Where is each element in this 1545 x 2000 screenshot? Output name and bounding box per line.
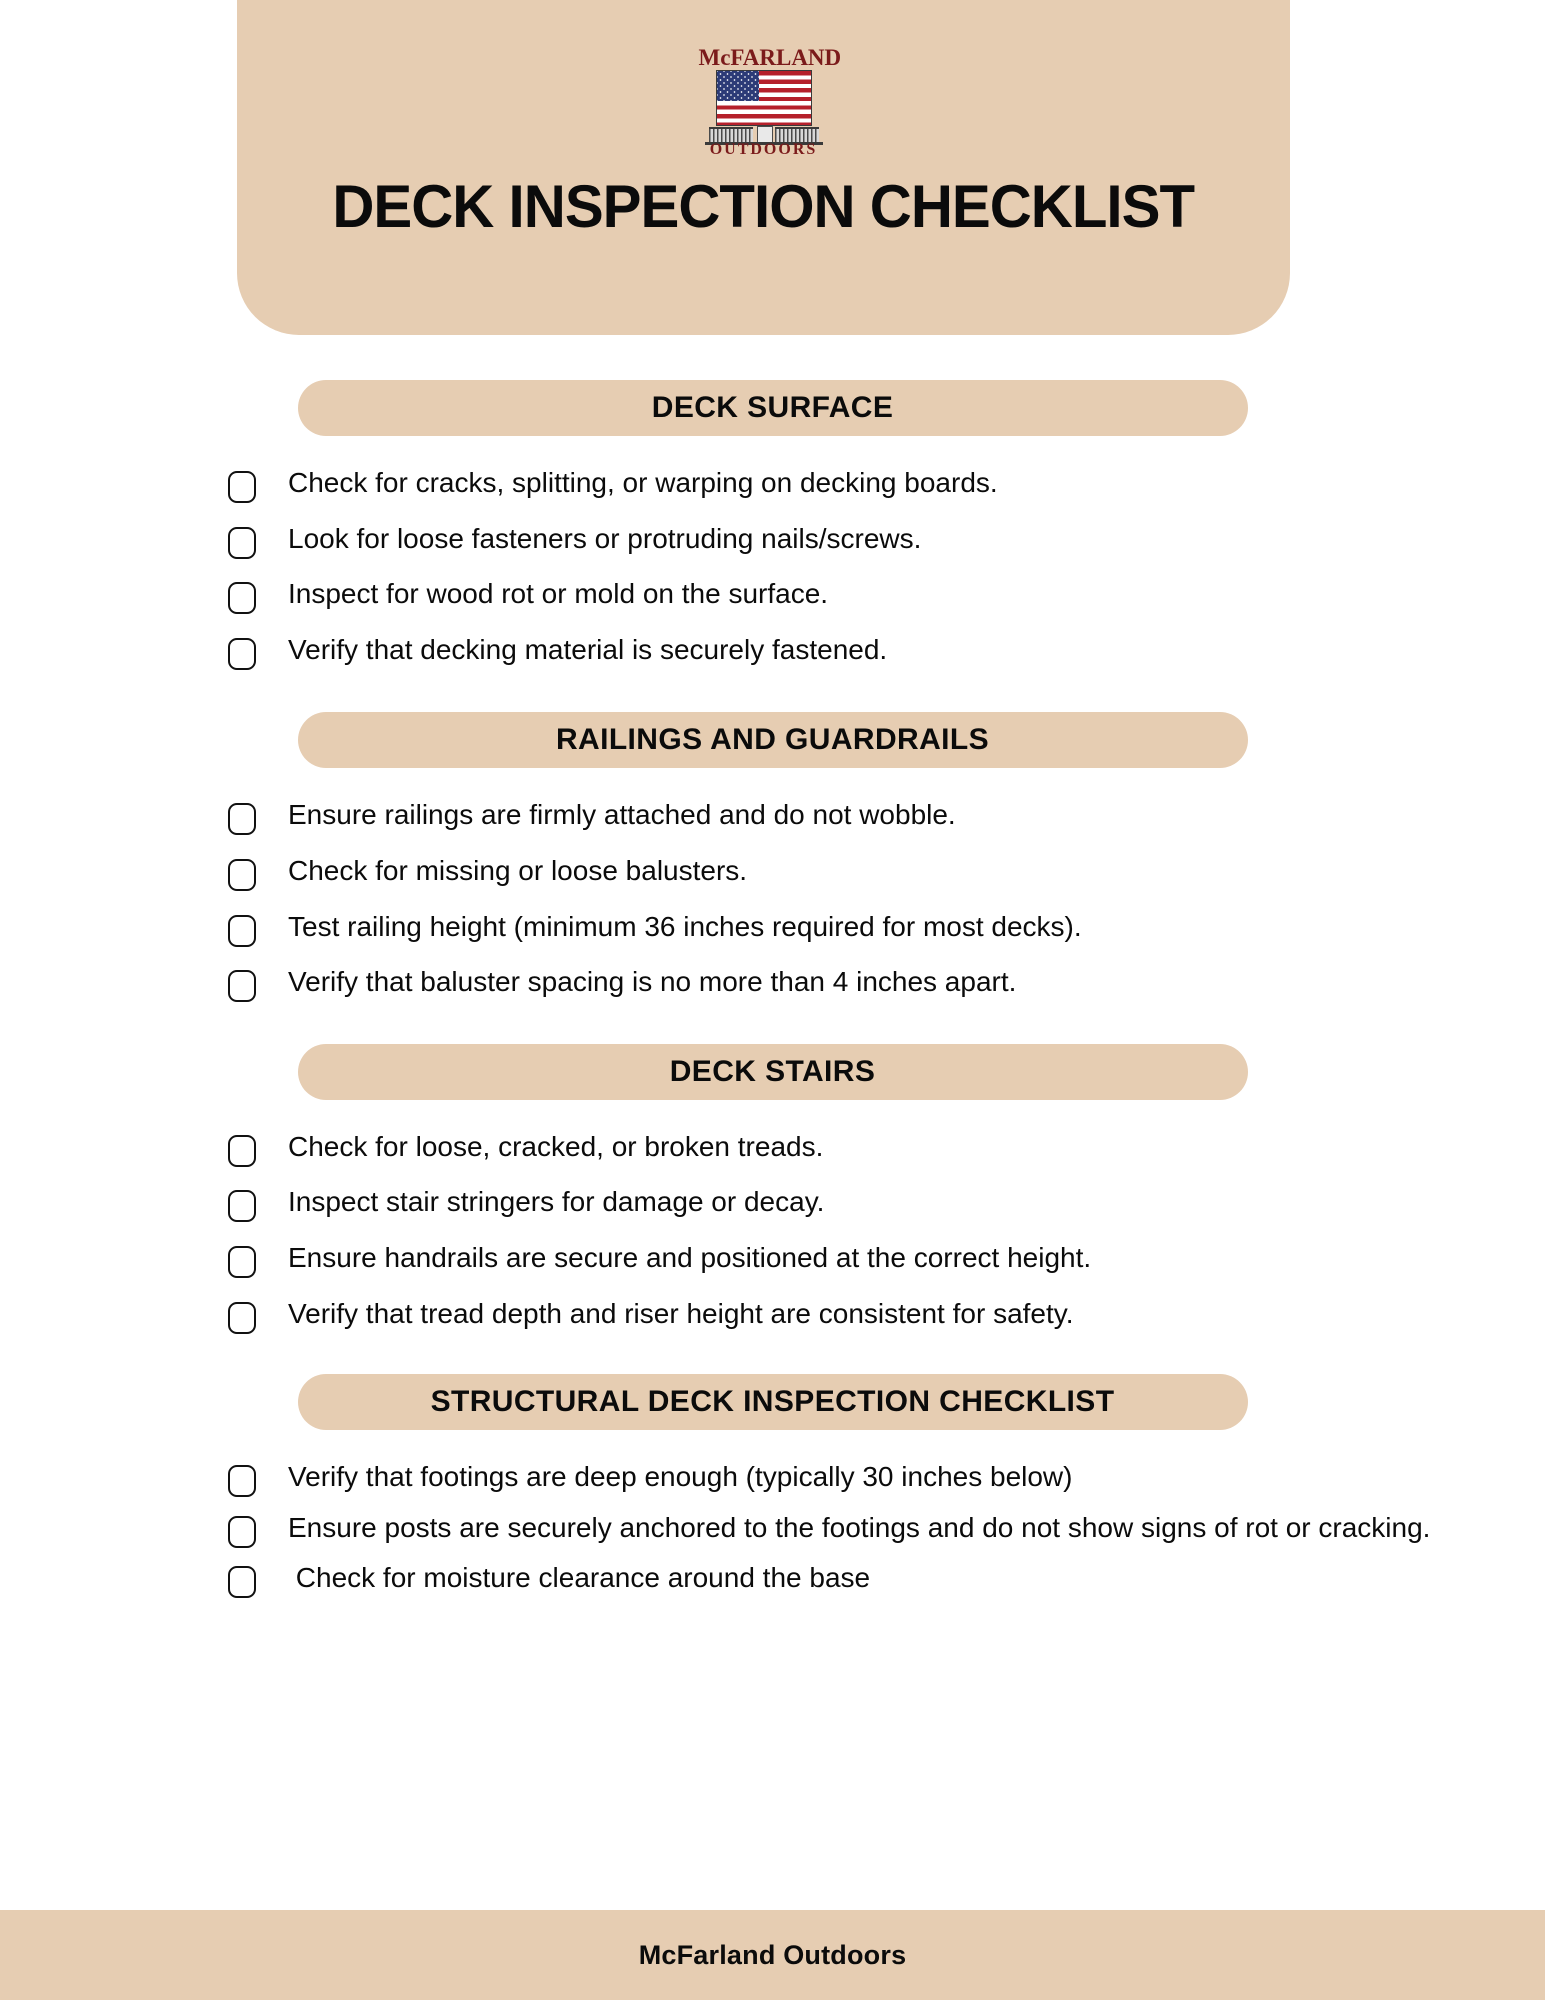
logo-wordmark-top: McFARLAND [698, 45, 842, 70]
checkbox[interactable] [228, 859, 256, 891]
checklist-item[interactable] [0, 1127, 1545, 1168]
checkbox[interactable] [228, 803, 256, 835]
section-title: RAILINGS AND GUARDRAILS [555, 723, 990, 757]
checklist-item-label: Check for moisture clearance around the base [288, 1562, 871, 1594]
logo-wordmark-bottom: OUTDOORS [709, 141, 818, 158]
section-title: DECK SURFACE [651, 391, 894, 424]
checklist-items-structural-deck-inspection-checklist [0, 1457, 1545, 1599]
checkbox[interactable] [228, 1516, 256, 1548]
checklist-item-label: Test railing height (minimum 36 inches required for most decks). [288, 910, 1082, 942]
document-header-banner [237, 0, 1290, 335]
section-title: DECK STAIRS [669, 1054, 876, 1088]
checkbox[interactable] [228, 1246, 256, 1278]
checklist-item-label: Check for missing or loose balusters. [288, 854, 748, 886]
checkbox[interactable] [228, 638, 256, 670]
section-deck-stairs [0, 1044, 1545, 1334]
checklist-item-label: Check for cracks, splitting, or warping on decking boards. [288, 467, 998, 498]
checklist-item[interactable] [0, 574, 1545, 615]
section-header-deck-surface [298, 380, 1248, 436]
section-structural-deck-inspection-checklist [0, 1374, 1545, 1599]
footer-brand-label: McFarland Outdoors [638, 1939, 907, 1970]
checklist-item[interactable] [0, 1294, 1545, 1335]
section-header-railings-and-guardrails [298, 712, 1248, 768]
checklist-item[interactable] [0, 1238, 1545, 1279]
checklist-item-label: Verify that tread depth and riser height are consistent for safety. [288, 1297, 1074, 1329]
checkbox[interactable] [228, 1302, 256, 1334]
checklist-item-label: Look for loose fasteners or protruding nails/screws. [288, 522, 922, 554]
checklist-item-label: Verify that footings are deep enough (typically 30 inches below) [288, 1461, 1073, 1493]
checklist-item-label: Inspect for wood rot or mold on the surface. [288, 578, 829, 610]
checklist-item-label: Inspect stair stringers for damage or decay. [288, 1186, 825, 1218]
checklist-item-label: Ensure posts are securely anchored to the footings and do not show signs of rot or cracking. [288, 1511, 1431, 1543]
checkbox[interactable] [228, 915, 256, 947]
checklist-items-deck-stairs [0, 1127, 1545, 1334]
checkbox[interactable] [228, 1566, 256, 1598]
checklist-item[interactable] [0, 630, 1545, 671]
checklist-item[interactable] [0, 519, 1545, 560]
checklist-content [0, 335, 1545, 1609]
checkbox[interactable] [228, 1465, 256, 1497]
checklist-item[interactable] [0, 795, 1545, 836]
footer-bar [0, 1910, 1545, 2000]
checkbox[interactable] [228, 1190, 256, 1222]
checkbox[interactable] [228, 970, 256, 1002]
checklist-item[interactable] [0, 962, 1545, 1003]
page-title: DECK INSPECTION CHECKLIST [332, 173, 1195, 240]
checklist-item[interactable] [0, 1558, 1545, 1599]
checklist-items-railings-and-guardrails [0, 795, 1545, 1002]
checkbox[interactable] [228, 582, 256, 614]
checklist-item-label: Verify that baluster spacing is no more than 4 inches apart. [288, 966, 1017, 998]
checklist-item-label: Verify that decking material is securely fastened. [288, 633, 888, 665]
checklist-item-label: Check for loose, cracked, or broken treads. [288, 1130, 824, 1162]
checklist-item-label: Ensure handrails are secure and positioned at the correct height. [288, 1241, 1092, 1273]
checkbox[interactable] [228, 1135, 256, 1167]
section-deck-surface [0, 380, 1545, 670]
checkbox[interactable] [228, 527, 256, 559]
checklist-item-label: Ensure railings are firmly attached and do not wobble. [288, 799, 956, 831]
checklist-item[interactable] [0, 851, 1545, 892]
section-header-structural-deck-inspection-checklist [298, 1374, 1248, 1430]
checkbox[interactable] [228, 471, 256, 503]
checklist-items-deck-surface [0, 463, 1545, 670]
checklist-item[interactable] [0, 1508, 1545, 1549]
american-flag-icon [716, 70, 812, 126]
checklist-item[interactable] [0, 1457, 1545, 1498]
mcfarland-outdoors-logo [698, 45, 842, 158]
section-header-deck-stairs [298, 1044, 1248, 1100]
section-title: STRUCTURAL DECK INSPECTION CHECKLIST [430, 1385, 1115, 1419]
section-railings-and-guardrails [0, 712, 1545, 1002]
checklist-item[interactable] [0, 907, 1545, 948]
flag-canton-stars [717, 71, 759, 101]
checklist-item[interactable] [0, 1182, 1545, 1223]
checklist-item[interactable] [0, 463, 1545, 504]
